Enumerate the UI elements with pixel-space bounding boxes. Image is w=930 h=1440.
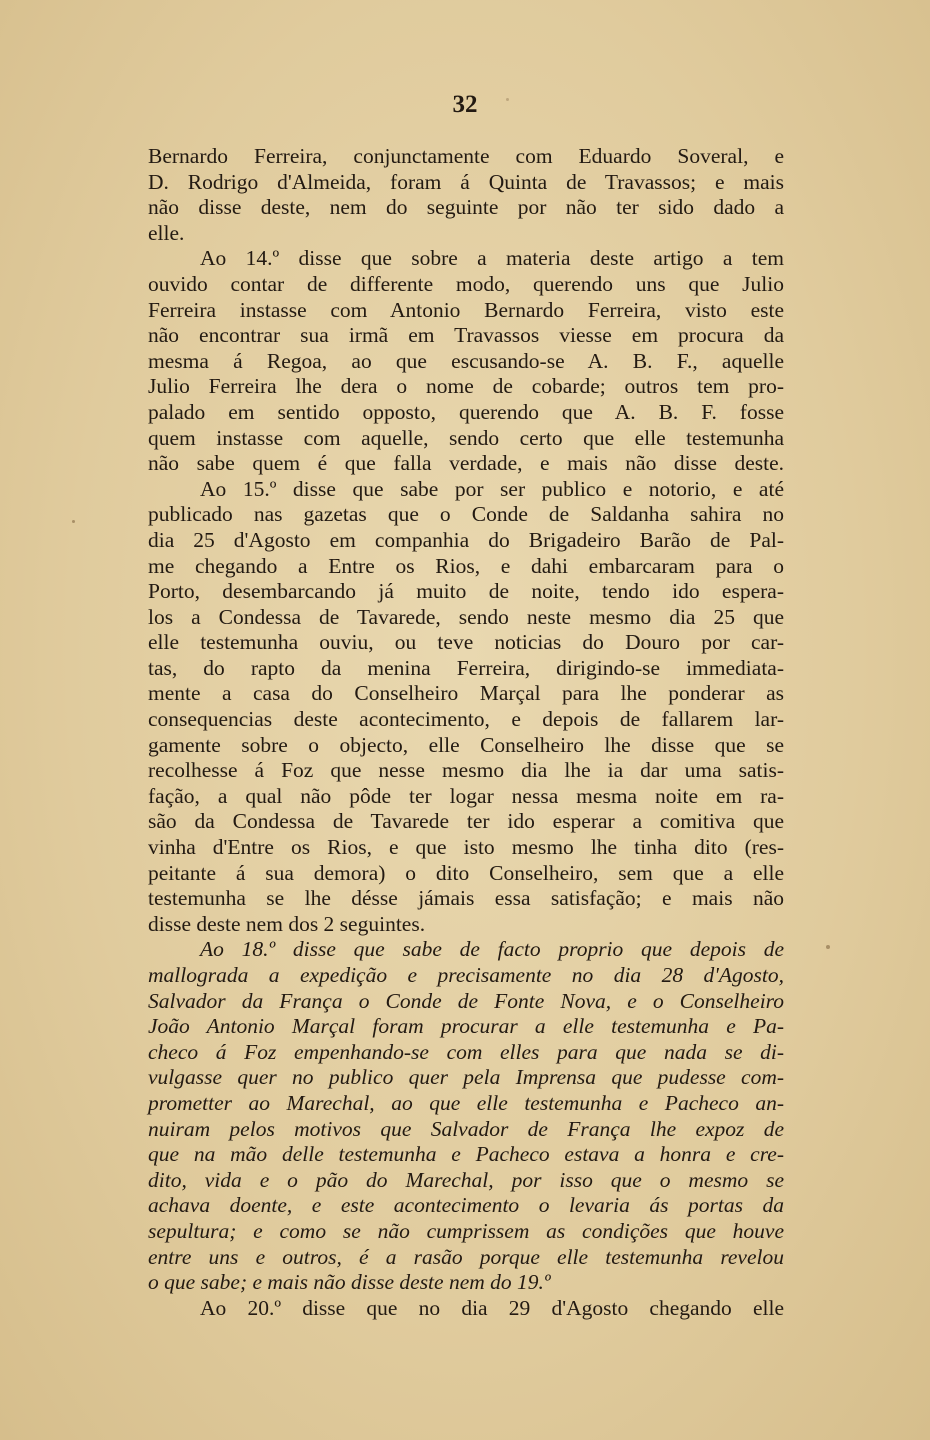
text-line: Julio Ferreira lhe dera o nome de cobarde; outros tem pro- <box>148 374 784 399</box>
text-line: mente a casa do Conselheiro Marçal para lhe ponderar as <box>148 681 784 706</box>
text-line: Ao 18.º disse que sabe de facto proprio que depois de <box>200 937 784 962</box>
text-line: quem instasse com aquelle, sendo certo que elle testemunha <box>148 425 784 450</box>
text-line: ouvido contar de differente modo, querendo uns que Julio <box>148 271 784 296</box>
text-line: palado em sentido opposto, querendo que A. B. F. fosse <box>148 399 784 424</box>
text-line: Ao 14.º disse que sobre a materia deste artigo a tem <box>200 246 784 271</box>
text-line: entre uns e outros, é a rasão porque elle testemunha revelou <box>148 1244 784 1269</box>
text-line: Porto, desembarcando já muito de noite, tendo ido espera- <box>148 579 784 604</box>
text-line: tas, do rapto da menina Ferreira, dirigindo-se immediata- <box>148 655 784 680</box>
paper-speck <box>72 520 75 523</box>
text-line: achava doente, e este acontecimento o levaria ás portas da <box>148 1193 784 1218</box>
text-line: D. Rodrigo d'Almeida, foram á Quinta de Travassos; e mais <box>148 169 784 194</box>
text-line: Bernardo Ferreira, conjunctamente com Eduardo Soveral, e <box>148 144 784 168</box>
text-line: o que sabe; e mais não disse deste nem do 19.º <box>148 1270 551 1295</box>
text-line: gamente sobre o objecto, elle Conselheiro lhe disse que se <box>148 732 784 757</box>
text-line: Salvador da França o Conde de Fonte Nova, e o Conselheiro <box>148 988 784 1013</box>
text-line: elle testemunha ouviu, ou teve noticias do Douro por car- <box>148 630 784 655</box>
text-line: publicado nas gazetas que o Conde de Saldanha sahira no <box>148 502 784 527</box>
text-line: los a Condessa de Tavarede, sendo neste mesmo dia 25 que <box>148 604 784 629</box>
paper-speck <box>826 945 830 949</box>
text-line: mesma á Regoa, ao que escusando-se A. B. F., aquelle <box>148 348 784 373</box>
text-line: testemunha se lhe désse jámais essa satisfação; e mais não <box>148 886 784 911</box>
text-line: vulgasse quer no publico quer pela Imprensa que pudesse com- <box>148 1065 784 1090</box>
text-line: elle. <box>148 220 185 245</box>
text-line: não encontrar sua irmã em Travassos viesse em procura da <box>148 323 784 348</box>
text-line: prometter ao Marechal, ao que elle testemunha e Pacheco an- <box>148 1090 784 1115</box>
text-line: são da Condessa de Tavarede ter ido esperar a comitiva que <box>148 809 784 834</box>
text-line: não disse deste, nem do seguinte por não ter sido dado a <box>148 195 784 220</box>
paper-speck <box>506 98 509 101</box>
text-line: checo á Foz empenhando-se com elles para que nada se di- <box>148 1039 784 1064</box>
text-line: peitante á sua demora) o dito Conselheiro, sem que a elle <box>148 860 784 885</box>
text-line: vinha d'Entre os Rios, e que isto mesmo lhe tinha dito (res- <box>148 835 784 860</box>
text-line: disse deste nem dos 2 seguintes. <box>148 911 426 936</box>
text-line: não sabe quem é que falla verdade, e mais não disse deste. <box>148 451 784 476</box>
text-line: Ferreira instasse com Antonio Bernardo Ferreira, visto este <box>148 297 784 322</box>
text-line: me chegando a Entre os Rios, e dahi embarcaram para o <box>148 553 784 578</box>
text-line: nuiram pelos motivos que Salvador de França lhe expoz de <box>148 1116 784 1141</box>
text-line: Ao 20.º disse que no dia 29 d'Agosto chegando elle <box>200 1295 784 1320</box>
body-text <box>148 144 784 1321</box>
text-line: recolhesse á Foz que nesse mesmo dia lhe ia dar uma satis- <box>148 758 784 783</box>
text-line: que na mão delle testemunha e Pacheco estava a honra e cre- <box>148 1142 784 1167</box>
text-line: dia 25 d'Agosto em companhia do Brigadeiro Barão de Pal- <box>148 527 784 552</box>
text-line: sepultura; e como se não cumprissem as condições que houve <box>148 1218 784 1243</box>
text-line: fação, a qual não pôde ter logar nessa mesma noite em ra- <box>148 783 784 808</box>
text-line: dito, vida e o pão do Marechal, por isso que o mesmo se <box>148 1167 784 1192</box>
text-line: consequencias deste acontecimento, e depois de fallarem lar- <box>148 707 784 732</box>
text-line: João Antonio Marçal foram procurar a elle testemunha e Pa- <box>148 1014 784 1039</box>
text-line: Ao 15.º disse que sabe por ser publico e notorio, e até <box>200 476 784 501</box>
page-number: 32 <box>452 91 478 118</box>
text-line: mallograda a expedição e precisamente no dia 28 d'Agosto, <box>148 963 784 987</box>
